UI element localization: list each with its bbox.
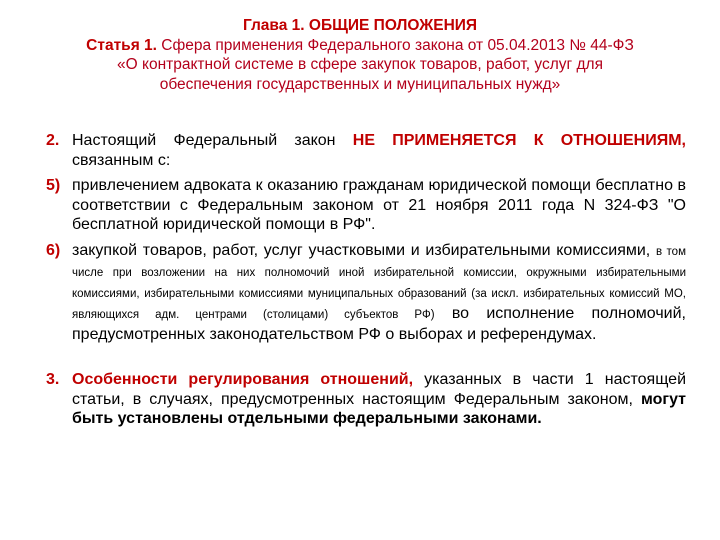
article-label: Статья 1. — [86, 36, 157, 54]
chapter-title: Глава 1. ОБЩИЕ ПОЛОЖЕНИЯ — [242, 17, 478, 34]
item-highlight: НЕ ПРИМЕНЯЕТСЯ К ОТНОШЕНИЯМ, — [352, 132, 686, 149]
item-rest: связанным с: — [72, 151, 171, 169]
item-part-3 — [46, 370, 686, 429]
slide-body — [46, 131, 686, 429]
item-number: 3. — [46, 371, 60, 388]
article-title: Сфера применения Федерального закона от 05.04.2013 № 44-ФЗ — [161, 36, 634, 54]
law-name-line-1: «О контрактной системе в сфере закупок товаров, работ, услуг для — [117, 56, 603, 73]
item-point-6 — [46, 241, 686, 345]
slide-header — [20, 16, 700, 94]
item-point-5 — [46, 176, 686, 235]
item-number: 2. — [46, 132, 60, 149]
item-text-end: во исполнение полномочий, предусмотренных законодательством РФ о выборах и референдумах. — [72, 304, 686, 343]
item-part-2 — [46, 131, 686, 170]
item-small-text: в том числе при возложении на них полномочий иной избирательной комиссии, окружными избирательными комиссиями, избирательными комиссиями муниципальных образований (за искл. избирательных комиссий МО, являющихся адм. центрами (столицами) субъектов РФ) — [72, 245, 686, 321]
item-number: 5) — [46, 177, 61, 194]
item-highlight: Особенности регулирования отношений, — [72, 371, 414, 388]
item-text: привлечением адвоката к оказанию гражданам юридической помощи бесплатно в соответствии с Федеральным законом от 21 ноября 2011 года N 324-ФЗ "О бесплатной юридической помощи в РФ". — [72, 177, 686, 233]
item-intro: Настоящий Федеральный закон — [72, 132, 336, 149]
item-bold-end: могут быть установлены отдельными федеральными законами. — [72, 390, 686, 427]
law-name-line-2: обеспечения государственных и муниципальных нужд» — [159, 75, 561, 93]
item-number: 6) — [46, 241, 61, 259]
item-text-start: закупкой товаров, работ, услуг участковыми и избирательными комиссиями, — [72, 241, 651, 259]
article-title-line — [20, 36, 700, 56]
item-middle: указанных в части 1 настоящей статьи, в случаях, предусмотренных настоящим Федеральным законом, — [72, 371, 687, 408]
